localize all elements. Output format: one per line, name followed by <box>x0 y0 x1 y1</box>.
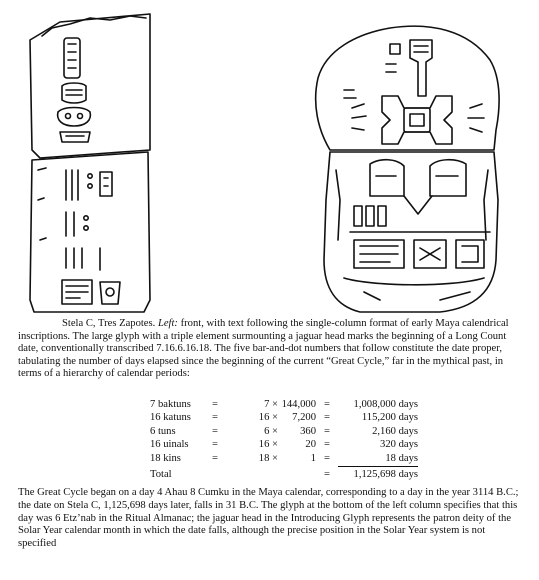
days-cell: 1,008,000 days <box>353 399 418 410</box>
total-equals: = <box>324 469 330 481</box>
total-row <box>150 465 418 481</box>
period-cell: 16 katuns <box>150 412 191 424</box>
days-cell: 2,160 days <box>372 425 418 437</box>
equals-cell: = <box>324 425 330 437</box>
multiplier-cell: 18 × <box>258 452 278 464</box>
days-cell: 18 days <box>385 452 418 464</box>
unit-cell: 144,000 <box>281 399 316 410</box>
period-cell: 16 uinals <box>150 439 189 451</box>
period-cell: 18 kins <box>150 452 181 464</box>
caption-paragraph <box>18 318 523 381</box>
caption-body: front, with text following the single-column format of early Maya calendrical inscriptions. The large glyph with a triple element surmounting a jaguar head marks the beginning of a Long Count date, conventionally transcribed 7.16.6.16.18. The five bar-and-dot numbers that follow constitute the date proper, tabulating the number of days elapsed since the beginning of the current “Great Cycle,” far in the mythical past, in terms of a hierarchy of calendar periods: <box>18 318 509 380</box>
equals-cell: = <box>324 452 330 464</box>
table-row <box>150 398 418 411</box>
unit-cell: 1 <box>310 452 316 464</box>
equals-cell: = <box>212 452 218 464</box>
equals-cell: = <box>212 399 218 410</box>
equals-cell: = <box>324 439 330 451</box>
table-row <box>150 452 418 465</box>
table-row <box>150 438 418 451</box>
unit-cell: 7,200 <box>292 412 316 424</box>
table-row <box>150 425 418 438</box>
days-cell: 320 days <box>380 439 418 451</box>
table-row <box>150 411 418 424</box>
multiplier-cell: 6 × <box>264 425 278 437</box>
stela-front-column-glyphs <box>30 14 150 312</box>
equals-cell: = <box>212 412 218 424</box>
multiplier-cell: 7 × <box>264 399 278 410</box>
total-days: 1,125,698 days <box>338 465 418 481</box>
equals-cell: = <box>324 399 330 410</box>
period-cell: 6 tuns <box>150 425 176 437</box>
multiplier-cell: 16 × <box>258 439 278 451</box>
equals-cell: = <box>324 412 330 424</box>
period-cell: 7 baktuns <box>150 399 191 410</box>
unit-cell: 20 <box>305 439 316 451</box>
caption-lead: Stela C, Tres Zapotes. <box>62 318 156 329</box>
stela-jaguar-head-relief <box>316 26 499 312</box>
figure-caption <box>18 318 523 381</box>
equals-cell: = <box>212 439 218 451</box>
caption-left-label: Left: <box>157 318 178 329</box>
unit-cell: 360 <box>300 425 316 437</box>
days-cell: 115,200 days <box>361 412 418 424</box>
total-label: Total <box>150 469 172 481</box>
equals-cell: = <box>212 425 218 437</box>
explanation-paragraph: The Great Cycle began on a day 4 Ahau 8 Cumku in the Maya calendar, corresponding to a day in the year 3114 B.C.; the date on Stela C, 1,125,698 days later, falls in 31 B.C. The glyph at the bottom of the left column specifies that this day was 6 Etz’nab in the Ritual Almanac; the jaguar head in the Introducing Glyph represents the patron deity of the Solar Year calendar month in which the date falls, although the precise position in the Solar Year system is not specified <box>18 487 519 550</box>
multiplier-cell: 16 × <box>258 412 278 424</box>
long-count-table <box>150 398 418 481</box>
